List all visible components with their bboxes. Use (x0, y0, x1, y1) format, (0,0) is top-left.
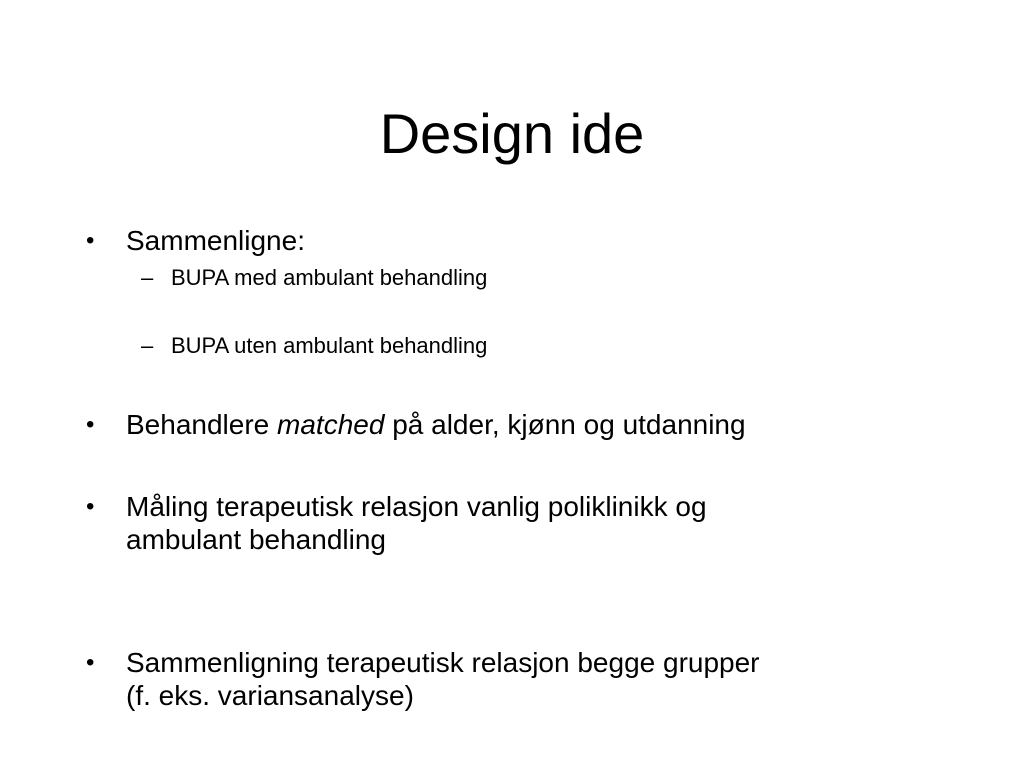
bullet-line: Måling terapeutisk relasjon vanlig poliklinikk og (126, 491, 707, 522)
bullet-line: ambulant behandling (126, 524, 386, 555)
bullet-text (126, 646, 946, 712)
bullet-item (86, 490, 946, 556)
bullet-text (126, 408, 946, 441)
emphasized-word: matched (277, 409, 385, 440)
bullet-item (86, 224, 946, 257)
sub-bullet-text: BUPA med ambulant behandling (171, 265, 488, 290)
sub-bullet-marker: – (141, 333, 154, 358)
bullet-marker: • (86, 411, 95, 438)
bullet-marker: • (86, 493, 95, 520)
bullet-text (126, 490, 946, 556)
bullet-item (86, 646, 946, 712)
bullet-line: (f. eks. variansanalyse) (126, 680, 414, 711)
bullet-text-after: på alder, kjønn og utdanning (384, 409, 746, 440)
sub-bullet-marker: – (141, 265, 154, 290)
bullet-text: Sammenligne: (126, 225, 305, 256)
bullet-text-before: Behandlere (126, 409, 278, 440)
sub-bullet-item (141, 332, 941, 360)
bullet-item (86, 408, 946, 441)
bullet-marker: • (86, 649, 95, 676)
sub-bullet-item (141, 264, 941, 292)
slide-title: Design ide (379, 102, 645, 165)
sub-bullet-text: BUPA uten ambulant behandling (171, 333, 488, 358)
bullet-marker: • (86, 227, 95, 254)
bullet-line: Sammenligning terapeutisk relasjon begge grupper (126, 647, 760, 678)
